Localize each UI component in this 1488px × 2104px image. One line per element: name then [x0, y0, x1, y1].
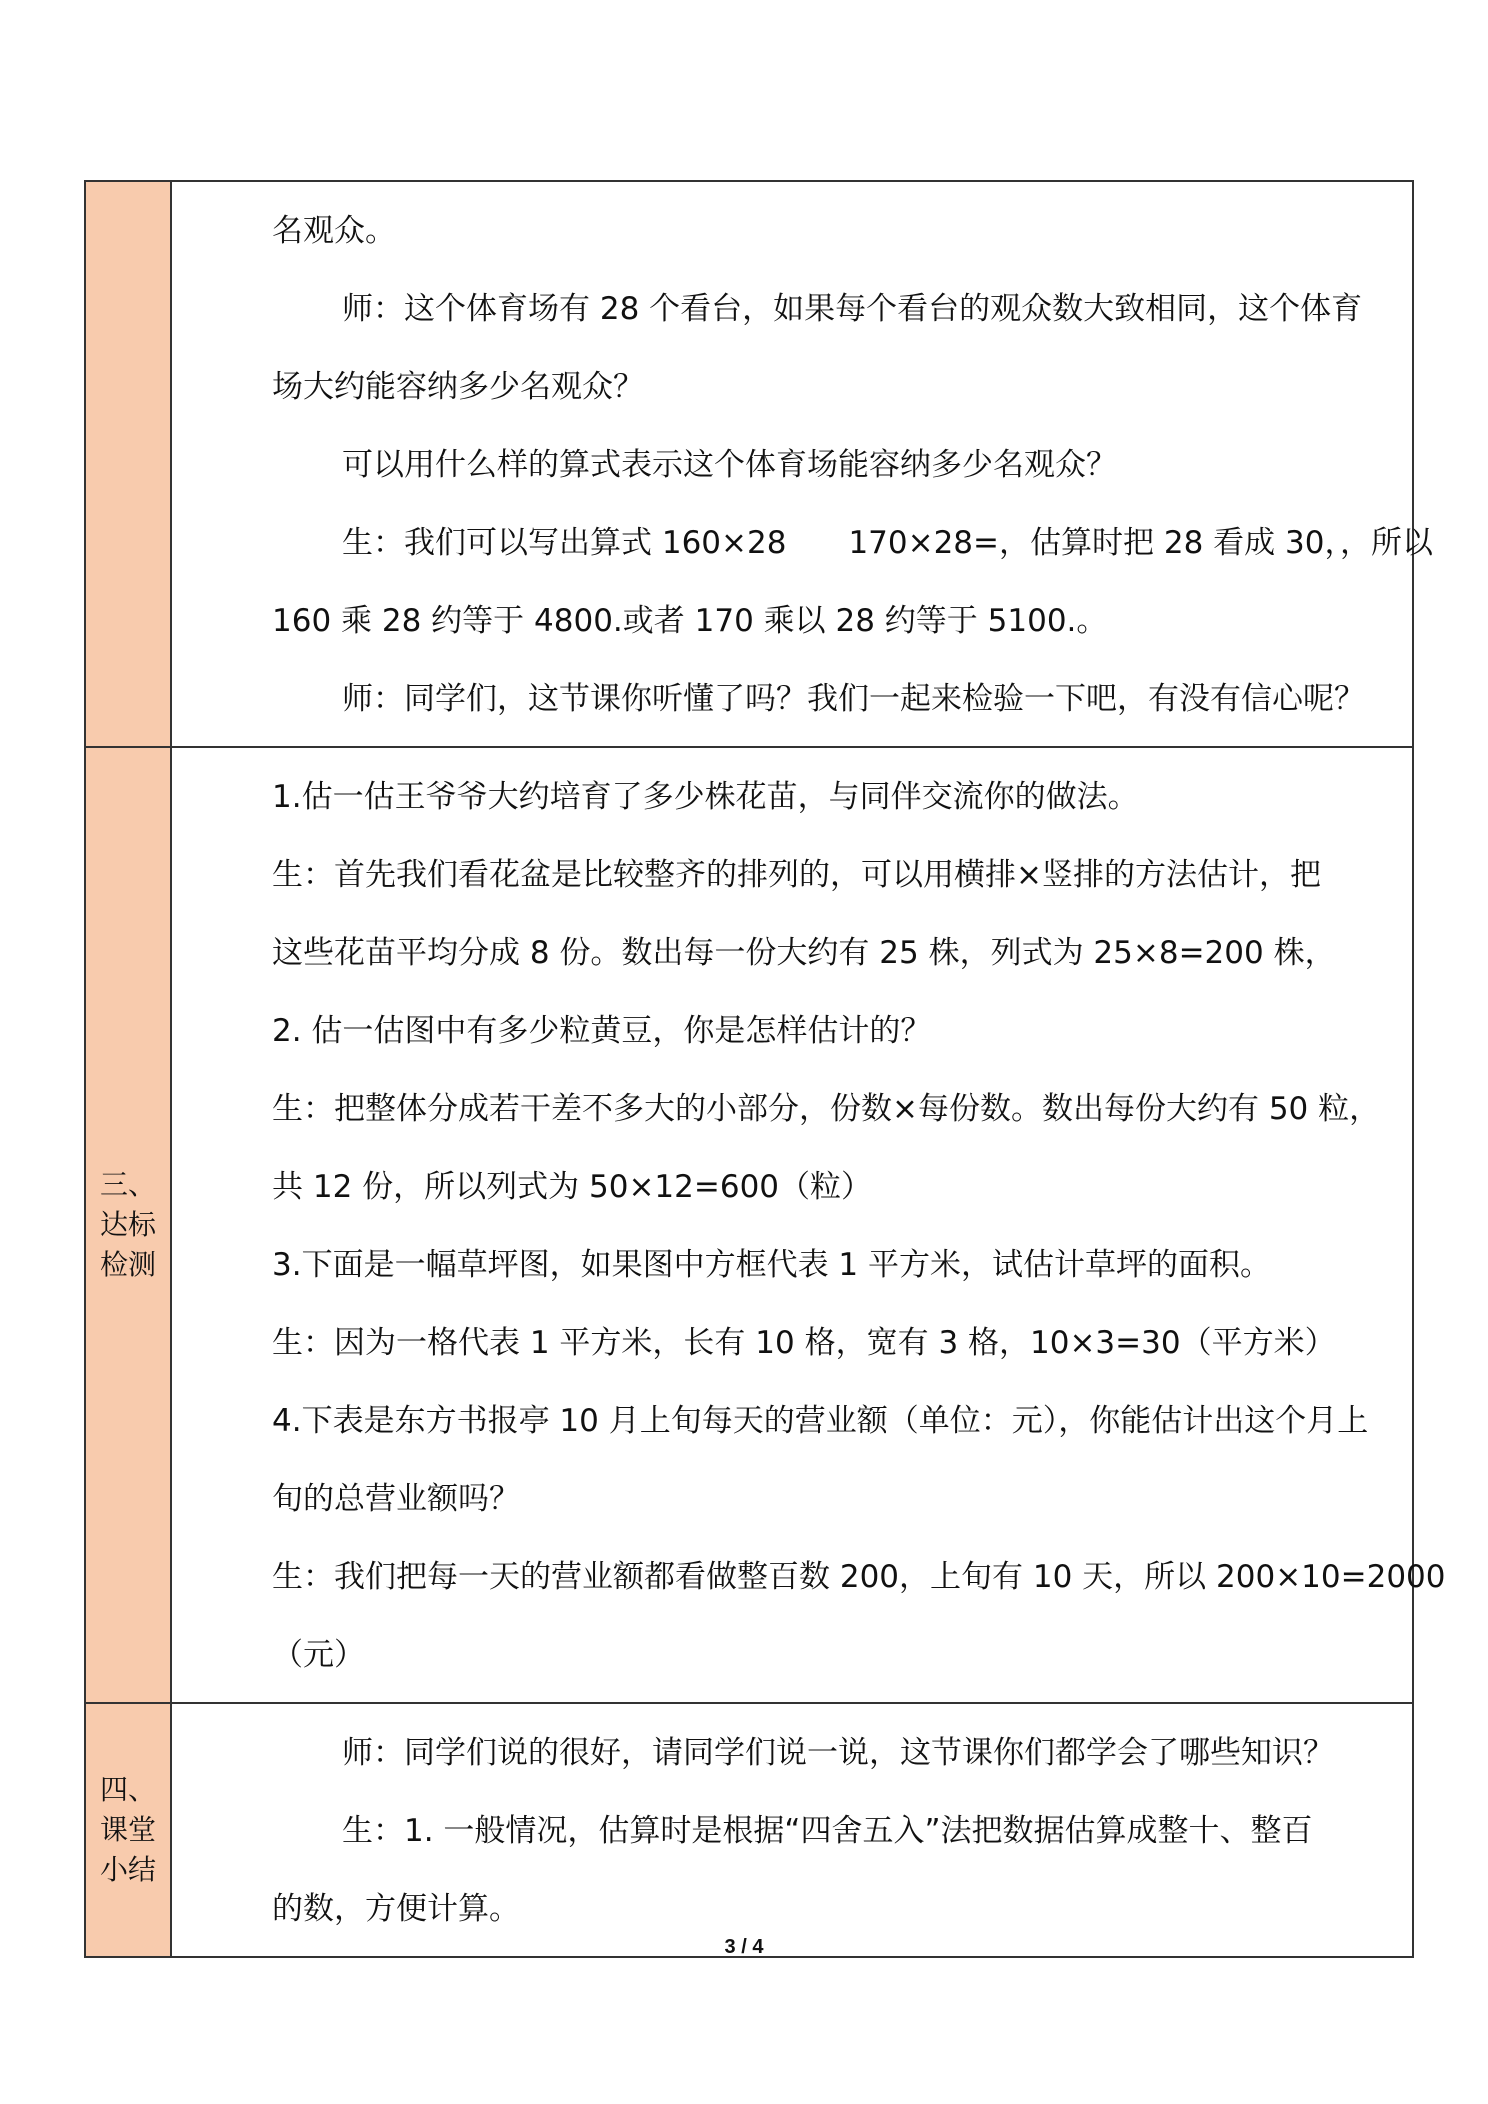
section-label-cell	[85, 181, 171, 747]
paragraph: 2. 估一估图中有多少粒黄豆，你是怎样估计的？	[272, 1013, 932, 1049]
paragraph: 生：因为一格代表 1 平方米，长有 10 格，宽有 3 格，10×3=30（平方米）	[272, 1325, 1336, 1361]
paragraph: 生：把整体分成若干差不多大的小部分，份数×每份数。数出每份大约有 50 粒，	[272, 1091, 1381, 1127]
section-content	[172, 1704, 1412, 1956]
section-content-cell	[171, 747, 1446, 1703]
paragraph: 生：1. 一般情况，估算时是根据“四舍五入”法把数据估算成整十、整百	[342, 1813, 1313, 1849]
paragraph: 可以用什么样的算式表示这个体育场能容纳多少名观众？	[342, 447, 1117, 483]
paragraph: 旬的总营业额吗？	[272, 1481, 520, 1517]
section-row-assessment	[85, 747, 1413, 1703]
paragraph: 师：同学们，这节课你听懂了吗？我们一起来检验一下吧，有没有信心呢？	[342, 681, 1365, 717]
paragraph: 3.下面是一幅草坪图，如果图中方框代表 1 平方米，试估计草坪的面积。	[272, 1247, 1272, 1283]
paragraph: 这些花苗平均分成 8 份。数出每一份大约有 25 株，列式为 25×8=200 株，	[272, 935, 1336, 971]
section-content	[172, 182, 1433, 746]
paragraph: 生：我们可以写出算式 160×28 170×28=，估算时把 28 看成 30，，所以	[342, 525, 1433, 561]
section-label: 三、达标检测	[99, 1168, 156, 1281]
paragraph: 共 12 份，所以列式为 50×12=600（粒）	[272, 1169, 873, 1205]
paragraph: 生：首先我们看花盆是比较整齐的排列的，可以用横排×竖排的方法估计，把	[272, 857, 1321, 893]
section-row-summary	[85, 1703, 1413, 1957]
page-number: 3 / 4	[724, 1936, 764, 1958]
paragraph: 场大约能容纳多少名观众？	[272, 369, 644, 405]
paragraph: （元）	[272, 1637, 365, 1673]
paragraph: 师：这个体育场有 28 个看台，如果每个看台的观众数大致相同，这个体育	[342, 291, 1363, 327]
section-label-cell	[85, 747, 171, 1703]
section-content-cell	[171, 1703, 1413, 1957]
section-label: 四、课堂小结	[99, 1773, 156, 1886]
section-label-cell	[85, 1703, 171, 1957]
paragraph: 4.下表是东方书报亭 10 月上旬每天的营业额（单位：元），你能估计出这个月上	[272, 1403, 1369, 1439]
paragraph: 师：同学们说的很好，请同学们说一说，这节课你们都学会了哪些知识？	[342, 1735, 1334, 1771]
section-content	[172, 748, 1446, 1702]
section-content-cell	[171, 181, 1433, 747]
section-row-continuation	[85, 181, 1413, 747]
paragraph: 名观众。	[272, 213, 396, 249]
paragraph: 的数，方便计算。	[272, 1891, 520, 1927]
paragraph: 160 乘 28 约等于 4800.或者 170 乘以 28 约等于 5100.。	[272, 603, 1108, 639]
paragraph: 生：我们把每一天的营业额都看做整百数 200，上旬有 10 天，所以 200×10=2000	[272, 1559, 1446, 1595]
lesson-plan-table	[84, 180, 1446, 1958]
paragraph: 1.估一估王爷爷大约培育了多少株花苗，与同伴交流你的做法。	[272, 779, 1139, 815]
